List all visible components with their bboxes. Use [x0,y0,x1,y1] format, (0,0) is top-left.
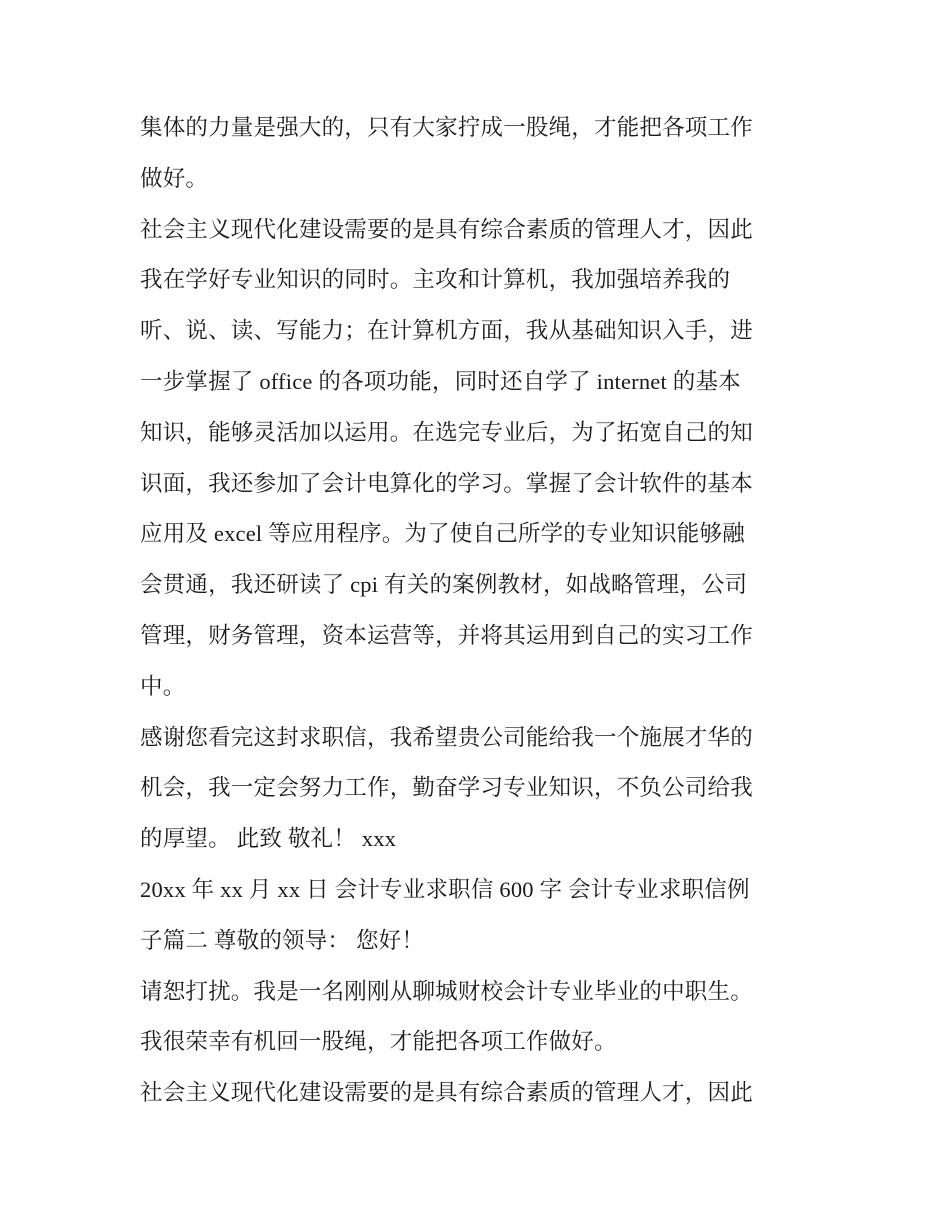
text-line: 社会主义现代化建设需要的是具有综合素质的管理人才，因此 [140,216,753,242]
text-line: 子篇二 尊敬的领导： 您好！ [140,927,425,953]
text-line: 的厚望。 此致 敬礼！ xxx [140,826,397,852]
text-line: 请恕打扰。我是一名刚刚从聊城财校会计专业毕业的中职生。 [140,978,753,1004]
text-line: 中。 [140,673,186,699]
text-line: 知识，能够灵活加以运用。在选完专业后，为了拓宽自己的知 [140,419,753,445]
text-line: 识面，我还参加了会计电算化的学习。掌握了会计软件的基本 [140,470,753,496]
text-line: 做好。 [140,165,209,191]
text-line: 社会主义现代化建设需要的是具有综合素质的管理人才，因此 [140,1080,753,1106]
text-line: 集体的力量是强大的，只有大家拧成一股绳，才能把各项工作 [140,115,753,140]
text-line: 20xx 年 xx 月 xx 日 会计专业求职信 600 字 会计专业求职信例 [140,876,750,902]
text-line: 应用及 excel 等应用程序。为了使自己所学的专业知识能够融 [140,521,745,547]
text-line: 感谢您看完这封求职信，我希望贵公司能给我一个施展才华的 [140,724,753,750]
text-line: 我在学好专业知识的同时。主攻和计算机，我加强培养我的 [140,267,731,293]
document-body [140,110,820,1126]
text-line: 一步掌握了 office 的各项功能，同时还自学了 internet 的基本 [140,368,741,394]
text-line: 我很荣幸有机回一股绳，才能把各项工作做好。 [140,1029,617,1055]
text-line: 机会，我一定会努力工作，勤奋学习专业知识，不负公司给我 [140,775,753,801]
text-line: 会贯通，我还研读了 cpi 有关的案例教材，如战略管理，公司 [140,572,748,598]
text-line: 管理，财务管理，资本运营等，并将其运用到自己的实习工作 [140,622,753,648]
text-line: 听、说、读、写能力；在计算机方面，我从基础知识入手，进 [140,318,753,344]
